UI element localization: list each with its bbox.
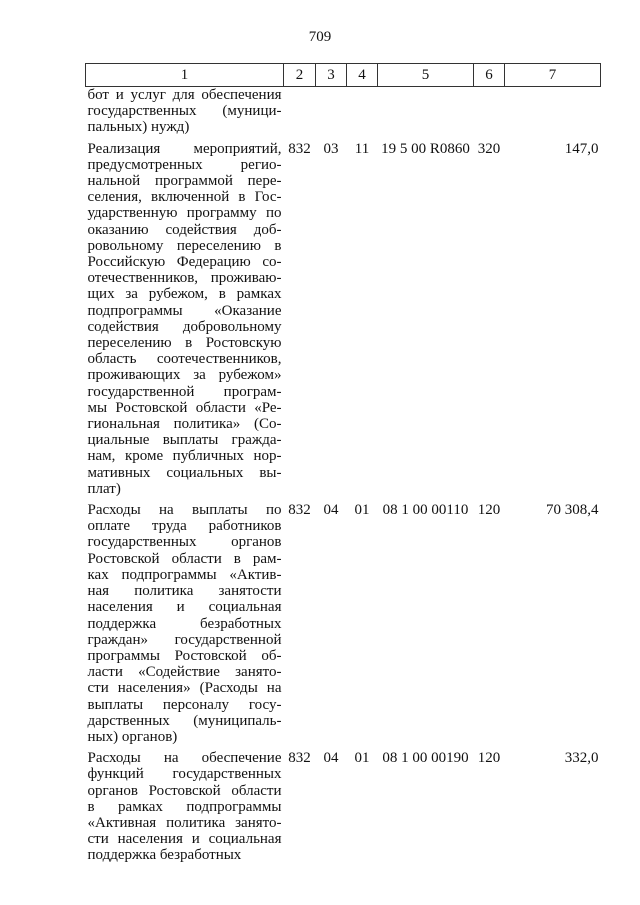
subsection-code: 11 xyxy=(354,140,370,157)
description-line: ных) органов) xyxy=(87,728,178,745)
description-line: Расходы на выплаты по xyxy=(87,502,282,519)
description-line: предусмотренных регио- xyxy=(87,156,282,173)
table-row xyxy=(86,141,601,497)
description-line: государственной програм- xyxy=(87,383,282,400)
row-description xyxy=(86,87,284,136)
description-line: пальных) нужд) xyxy=(87,119,190,136)
description-line: гиональная политика» (Со- xyxy=(87,416,282,433)
page-number: 709 xyxy=(308,29,332,45)
subsection-code: 01 xyxy=(354,750,370,767)
description-line: поддержка безработных xyxy=(87,847,242,864)
ministry-code: 832 xyxy=(288,502,311,519)
table-header-row xyxy=(86,64,601,87)
target-article-code: 19 5 00 R0860 xyxy=(381,140,470,157)
description-line: оплате труда работников xyxy=(87,518,282,535)
description-line: проживающих за рубежом» xyxy=(87,367,282,384)
subsection-code xyxy=(347,87,378,136)
row-description xyxy=(86,141,284,497)
target-article-code: 08 1 00 00190 xyxy=(382,750,469,767)
description-line: «Активная политика занято- xyxy=(87,814,282,831)
target-article-code: 08 1 00 00110 xyxy=(382,502,469,519)
description-line: область соотечественников, xyxy=(87,351,282,368)
description-line: Реализация мероприятий, xyxy=(87,140,282,157)
section-code: 04 xyxy=(323,502,339,519)
column-header: 5 xyxy=(378,64,474,87)
description-line: мы Ростовской области «Ре- xyxy=(87,399,282,416)
description-line: оказанию содействия доб- xyxy=(87,221,282,238)
description-line: функций государственных xyxy=(87,766,282,783)
description-line: ровольному переселению в xyxy=(87,237,282,254)
column-header: 6 xyxy=(474,64,505,87)
expense-type-code xyxy=(474,87,505,136)
column-header: 1 xyxy=(86,64,284,87)
description-line: дарственных (муниципаль- xyxy=(87,712,282,729)
description-line: щих за рубежом, в рамках xyxy=(87,286,282,303)
ministry-code: 832 xyxy=(288,140,311,157)
description-line: программы Ростовской об- xyxy=(87,647,282,664)
table-row xyxy=(86,87,601,136)
description-line: Расходы на обеспечение xyxy=(87,750,282,767)
expense-type-code: 120 xyxy=(477,502,501,519)
description-line: в рамках подпрограммы xyxy=(87,798,282,815)
table-row xyxy=(86,502,601,745)
description-line: ная политика занятости xyxy=(87,583,282,600)
amount-value: 332,0 xyxy=(564,750,599,767)
description-line: ласти «Содействие занято- xyxy=(87,664,282,681)
description-line: мативных социальных вы- xyxy=(87,464,282,481)
row-description xyxy=(86,750,284,863)
description-line: поддержка безработных xyxy=(87,615,282,632)
expense-type-code: 120 xyxy=(477,750,501,767)
description-line: населения и социальная xyxy=(87,599,282,616)
ministry-code xyxy=(284,87,316,136)
description-line: сти населения и социальная xyxy=(87,831,282,848)
description-line: государственных органов xyxy=(87,534,282,551)
column-header: 2 xyxy=(284,64,316,87)
amount-value: 147,0 xyxy=(564,140,599,157)
section-code: 04 xyxy=(323,750,339,767)
section-code: 03 xyxy=(323,140,339,157)
description-line: переселению в Ростовскую xyxy=(87,335,282,352)
description-line: граждан» государственной xyxy=(87,631,282,648)
description-line: выплаты персоналу госу- xyxy=(87,696,282,713)
description-line: бот и услуг для обеспечения xyxy=(87,87,282,103)
amount-value xyxy=(505,87,601,136)
column-header: 7 xyxy=(505,64,601,87)
description-line: селения, включенной в Гос- xyxy=(87,189,282,206)
section-code xyxy=(316,87,347,136)
description-line: Ростовской области в рам- xyxy=(87,550,282,567)
description-line: государственных (муници- xyxy=(87,103,282,120)
column-header: 3 xyxy=(316,64,347,87)
description-line: подпрограммы «Оказание xyxy=(87,302,282,319)
description-line: нам, кроме публичных нор- xyxy=(87,448,282,465)
description-line: ударственную программу по xyxy=(87,205,282,222)
description-line: плат) xyxy=(87,480,121,497)
budget-table xyxy=(85,63,601,864)
expense-type-code: 320 xyxy=(477,140,501,157)
description-line: ках подпрограммы «Актив- xyxy=(87,566,282,583)
table-row xyxy=(86,750,601,863)
target-article-code xyxy=(378,87,474,136)
subsection-code: 01 xyxy=(354,502,370,519)
description-line: Российскую Федерацию со- xyxy=(87,254,282,271)
description-line: сти населения» (Расходы на xyxy=(87,680,282,697)
description-line: циальные выплаты гражда- xyxy=(87,432,282,449)
description-line: нальной программой пере- xyxy=(87,173,282,190)
description-line: содействия добровольному xyxy=(87,318,282,335)
description-line: отечественников, проживаю- xyxy=(87,270,282,287)
ministry-code: 832 xyxy=(288,750,311,767)
description-line: органов Ростовской области xyxy=(87,782,282,799)
row-description xyxy=(86,502,284,745)
amount-value: 70 308,4 xyxy=(546,502,599,519)
column-header: 4 xyxy=(347,64,378,87)
